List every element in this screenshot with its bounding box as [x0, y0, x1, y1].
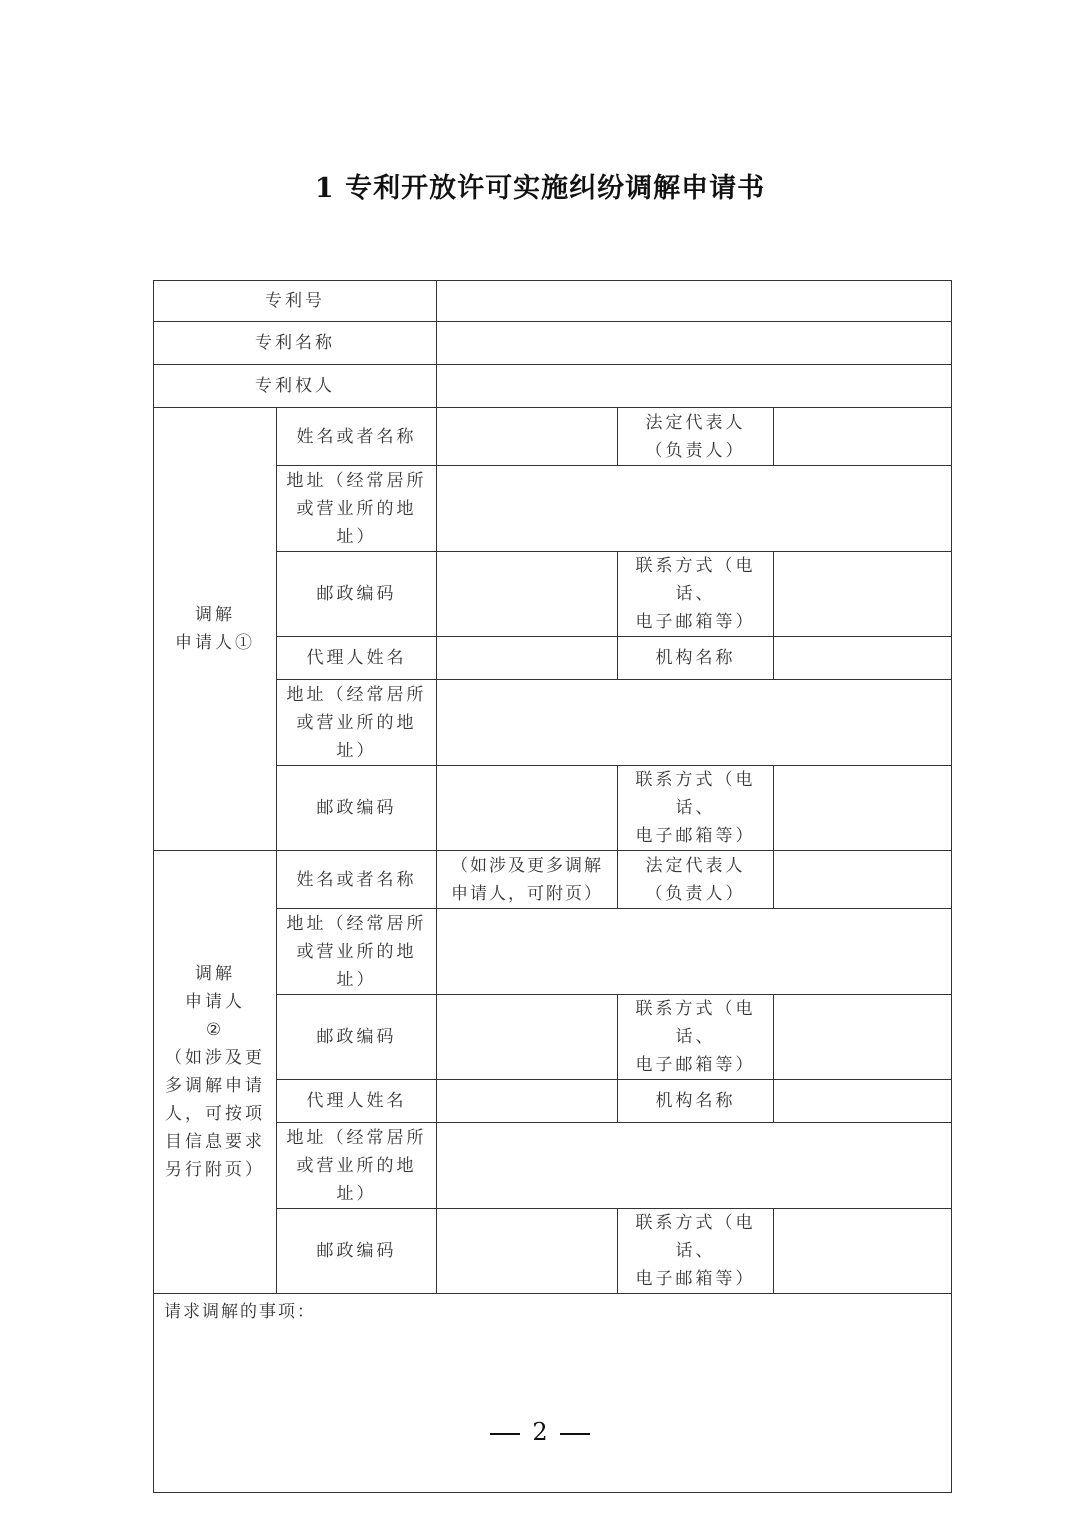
applicant2-label-line7: 目信息要求 — [165, 1132, 265, 1152]
page-footer — [0, 1418, 1080, 1446]
request-matters-field[interactable] — [154, 1294, 952, 1493]
address-line1: 地址（经常居所 — [286, 913, 427, 934]
applicant1-agent-postal-field[interactable] — [437, 766, 618, 851]
request-matters-label: 请求调解的事项： — [164, 1302, 316, 1322]
address-line2: 或营业所的地 — [296, 941, 417, 962]
request-row — [154, 1294, 952, 1493]
applicant1-address-field[interactable] — [437, 466, 952, 552]
address-line2: 或营业所的地 — [296, 712, 417, 733]
address-line3: 址） — [336, 526, 377, 547]
applicant1-agent-postal-label: 邮政编码 — [277, 766, 437, 851]
applicant2-agent-address-field[interactable] — [437, 1123, 952, 1209]
applicant2-label-line5: 多调解申请 — [165, 1076, 265, 1096]
applicant2-label-line6: 人，可按项 — [165, 1104, 265, 1124]
patent-number-label: 专利号 — [154, 281, 437, 322]
legal-rep-line1: 法定代表人 — [645, 412, 746, 433]
address-line2: 或营业所的地 — [296, 498, 417, 519]
applicant2-legal-rep-field[interactable] — [774, 851, 952, 909]
applicant2-label-line3: ② — [205, 1020, 225, 1040]
patentee-row — [154, 365, 952, 408]
address-line1: 地址（经常居所 — [286, 470, 427, 491]
applicant1-agent-contact-label — [618, 766, 774, 851]
patentee-field[interactable] — [437, 365, 952, 408]
applicant2-postal-label: 邮政编码 — [277, 995, 437, 1080]
address-line2: 或营业所的地 — [296, 1155, 417, 1176]
address-line3: 址） — [336, 969, 377, 990]
note-line2: 申请人，可附页） — [451, 883, 603, 904]
applicant2-name-note — [437, 851, 618, 909]
contact-line1: 联系方式（电话、 — [635, 770, 756, 818]
footer-dash-right — [560, 1433, 590, 1435]
applicant2-agent-label: 代理人姓名 — [277, 1080, 437, 1123]
applicant2-section-label — [154, 851, 277, 1294]
applicant1-postal-field[interactable] — [437, 552, 618, 637]
legal-rep-line2: （负责人） — [645, 883, 746, 904]
contact-line1: 联系方式（电话、 — [635, 556, 756, 604]
patent-number-field[interactable] — [437, 281, 952, 322]
footer-dash-left — [490, 1433, 520, 1435]
patentee-label: 专利权人 — [154, 365, 437, 408]
applicant1-agent-field[interactable] — [437, 637, 618, 680]
patent-name-field[interactable] — [437, 322, 952, 365]
applicant2-agent-address-label — [277, 1123, 437, 1209]
applicant1-legal-rep-field[interactable] — [774, 408, 952, 466]
patent-name-row — [154, 322, 952, 365]
applicant1-postal-label: 邮政编码 — [277, 552, 437, 637]
applicant1-org-label: 机构名称 — [618, 637, 774, 680]
applicant1-contact-field[interactable] — [774, 552, 952, 637]
applicant1-name-field[interactable] — [437, 408, 618, 466]
applicant2-name-row — [154, 851, 952, 909]
applicant1-agent-label: 代理人姓名 — [277, 637, 437, 680]
applicant2-org-field[interactable] — [774, 1080, 952, 1123]
applicant2-org-label: 机构名称 — [618, 1080, 774, 1123]
applicant2-label-line1: 调解 — [195, 964, 235, 984]
applicant1-agent-address-field[interactable] — [437, 680, 952, 766]
application-form-table — [153, 280, 952, 1493]
applicant1-name-row — [154, 408, 952, 466]
applicant2-contact-label — [618, 995, 774, 1080]
applicant1-section-label — [154, 408, 277, 851]
patent-number-row — [154, 281, 952, 322]
applicant1-agent-contact-field[interactable] — [774, 766, 952, 851]
contact-line2: 电子邮箱等） — [635, 1055, 756, 1075]
applicant2-label-line4: （如涉及更 — [165, 1048, 265, 1068]
applicant1-contact-label — [618, 552, 774, 637]
applicant1-org-field[interactable] — [774, 637, 952, 680]
legal-rep-line1: 法定代表人 — [645, 855, 746, 876]
page-number: 2 — [532, 1418, 548, 1446]
applicant2-agent-field[interactable] — [437, 1080, 618, 1123]
address-line1: 地址（经常居所 — [286, 1127, 427, 1148]
address-line1: 地址（经常居所 — [286, 684, 427, 705]
contact-line2: 电子邮箱等） — [635, 1269, 756, 1289]
contact-line1: 联系方式（电话、 — [635, 999, 756, 1047]
address-line3: 址） — [336, 1183, 377, 1204]
applicant2-postal-field[interactable] — [437, 995, 618, 1080]
applicant1-address-label — [277, 466, 437, 552]
applicant2-agent-postal-label: 邮政编码 — [277, 1209, 437, 1294]
applicant1-label-line2: 申请人① — [175, 633, 255, 653]
applicant1-agent-address-label — [277, 680, 437, 766]
contact-line2: 电子邮箱等） — [635, 612, 756, 632]
document-title: 1 专利开放许可实施纠纷调解申请书 — [314, 173, 766, 204]
applicant1-name-label: 姓名或者名称 — [277, 408, 437, 466]
contact-line1: 联系方式（电话、 — [635, 1213, 756, 1261]
applicant1-legal-rep-label — [618, 408, 774, 466]
applicant2-name-label: 姓名或者名称 — [277, 851, 437, 909]
applicant2-agent-contact-label — [618, 1209, 774, 1294]
applicant2-address-label — [277, 909, 437, 995]
applicant2-agent-contact-field[interactable] — [774, 1209, 952, 1294]
contact-line2: 电子邮箱等） — [635, 826, 756, 846]
address-line3: 址） — [336, 740, 377, 761]
note-line1: （如涉及更多调解 — [451, 855, 603, 876]
applicant2-legal-rep-label — [618, 851, 774, 909]
applicant2-address-field[interactable] — [437, 909, 952, 995]
applicant1-label-line1: 调解 — [195, 605, 235, 625]
applicant2-label-line2: 申请人 — [185, 992, 245, 1012]
patent-name-label: 专利名称 — [154, 322, 437, 365]
applicant2-agent-postal-field[interactable] — [437, 1209, 618, 1294]
applicant2-label-line8: 另行附页） — [165, 1160, 265, 1180]
legal-rep-line2: （负责人） — [645, 440, 746, 461]
applicant2-contact-field[interactable] — [774, 995, 952, 1080]
